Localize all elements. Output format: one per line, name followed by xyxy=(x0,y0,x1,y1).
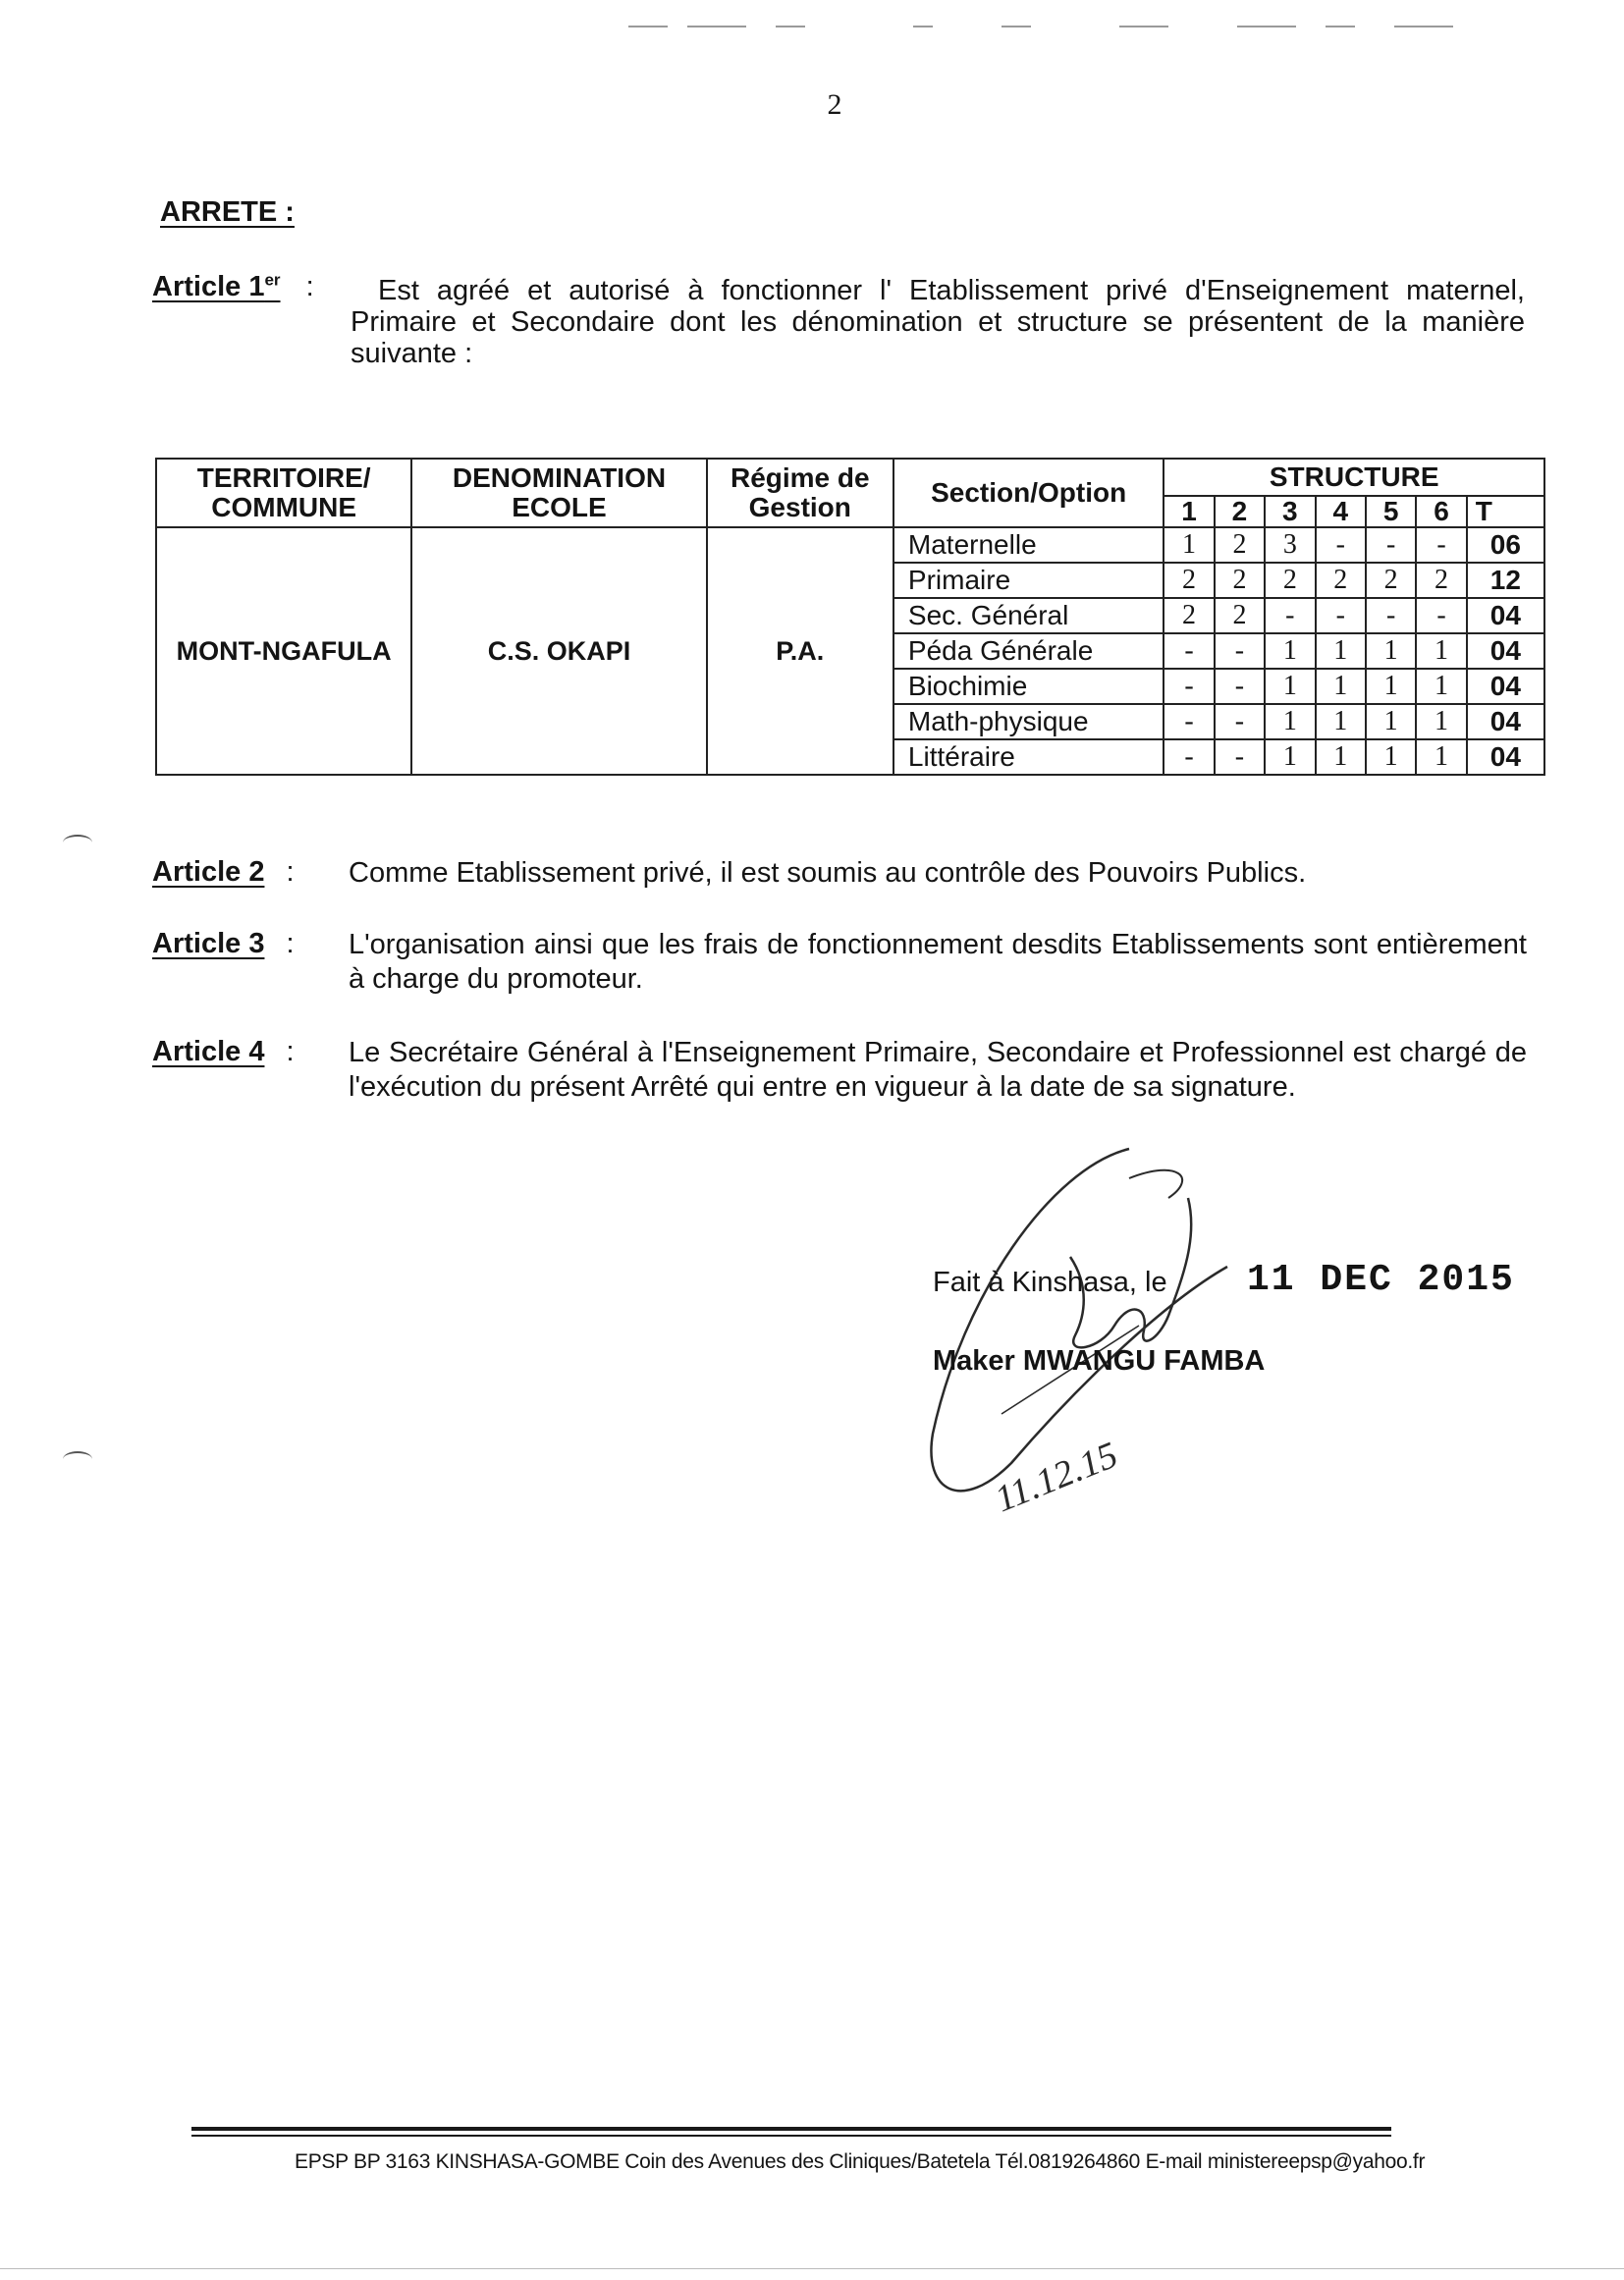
structure-cell: 1 xyxy=(1366,739,1416,775)
structure-cell: - xyxy=(1215,739,1265,775)
regime-cell: P.A. xyxy=(707,527,893,775)
structure-cell: - xyxy=(1366,527,1416,563)
article-3-text: L'organisation ainsi que les frais de fonctionnement desdits Etablissements sont entièrement à charge du promoteur. xyxy=(349,929,1527,995)
header-col-6: 6 xyxy=(1416,496,1466,527)
structure-cell: - xyxy=(1215,669,1265,704)
structure-cell: 1 xyxy=(1416,739,1466,775)
scan-artifact-line xyxy=(1237,26,1296,27)
structure-cell: 2 xyxy=(1416,563,1466,598)
signer-name: Maker MWANGU FAMBA xyxy=(933,1345,1266,1377)
section-option-cell: Math-physique xyxy=(893,704,1164,739)
article-2-label-text: Article 2 xyxy=(152,856,265,888)
structure-cell: - xyxy=(1164,739,1214,775)
structure-cell: - xyxy=(1416,527,1466,563)
structure-cell: 1 xyxy=(1265,739,1315,775)
article-2-label xyxy=(152,856,295,889)
territoire-cell: MONT-NGAFULA xyxy=(156,527,411,775)
total-cell: 04 xyxy=(1467,598,1544,633)
scan-artifact-line xyxy=(1001,26,1031,27)
structure-cell: - xyxy=(1416,598,1466,633)
structure-cell: 1 xyxy=(1366,633,1416,669)
scan-artifact-line xyxy=(1326,26,1355,27)
margin-mark xyxy=(63,835,92,850)
section-option-cell: Littéraire xyxy=(893,739,1164,775)
article-4-colon: : xyxy=(286,1036,295,1067)
header-regime: Régime de Gestion xyxy=(707,459,893,527)
structure-cell: - xyxy=(1164,669,1214,704)
structure-cell: 1 xyxy=(1366,669,1416,704)
structure-cell: 2 xyxy=(1164,563,1214,598)
denomination-cell: C.S. OKAPI xyxy=(411,527,706,775)
structure-cell: 1 xyxy=(1416,633,1466,669)
footer-rule xyxy=(191,2127,1391,2131)
article-4-label-text: Article 4 xyxy=(152,1036,265,1067)
date-stamp: 11 DEC 2015 xyxy=(1247,1259,1515,1301)
scan-artifact-line xyxy=(1394,26,1453,27)
structure-cell: 1 xyxy=(1316,669,1366,704)
header-territoire: TERRITOIRE/ COMMUNE xyxy=(156,459,411,527)
arrete-heading: ARRETE : xyxy=(160,196,295,228)
section-option-cell: Sec. Général xyxy=(893,598,1164,633)
section-option-cell: Primaire xyxy=(893,563,1164,598)
structure-cell: - xyxy=(1164,633,1214,669)
structure-cell: - xyxy=(1164,704,1214,739)
structure-cell: 1 xyxy=(1416,704,1466,739)
article-1-label-text: Article 1 xyxy=(152,270,265,302)
structure-cell: - xyxy=(1265,598,1315,633)
total-cell: 06 xyxy=(1467,527,1544,563)
total-cell: 04 xyxy=(1467,704,1544,739)
page-number: 2 xyxy=(827,88,842,121)
structure-table xyxy=(155,458,1545,776)
scan-artifact-line xyxy=(628,26,668,27)
header-col-4: 4 xyxy=(1316,496,1366,527)
structure-cell: - xyxy=(1215,633,1265,669)
scan-artifact-line xyxy=(687,26,746,27)
scan-artifact-line xyxy=(913,26,933,27)
article-3-label-text: Article 3 xyxy=(152,928,265,959)
article-1-colon: : xyxy=(305,270,314,302)
structure-cell: - xyxy=(1316,527,1366,563)
structure-cell: 1 xyxy=(1316,739,1366,775)
structure-cell: 1 xyxy=(1416,669,1466,704)
structure-cell: - xyxy=(1366,598,1416,633)
footer-address: EPSP BP 3163 KINSHASA-GOMBE Coin des Avenues des Cliniques/Batetela Tél.0819264860 E-mail ministereepsp@yahoo.fr xyxy=(295,2150,1426,2173)
section-option-cell: Péda Générale xyxy=(893,633,1164,669)
article-2-colon: : xyxy=(286,856,295,888)
structure-cell: 3 xyxy=(1265,527,1315,563)
structure-cell: 2 xyxy=(1164,598,1214,633)
total-cell: 04 xyxy=(1467,739,1544,775)
article-4-label xyxy=(152,1036,295,1068)
structure-cell: 1 xyxy=(1316,704,1366,739)
structure-cell: 2 xyxy=(1215,527,1265,563)
header-col-3: 3 xyxy=(1265,496,1315,527)
structure-cell: 2 xyxy=(1215,598,1265,633)
header-structure: STRUCTURE xyxy=(1164,459,1544,496)
header-col-total: T xyxy=(1467,496,1544,527)
margin-mark xyxy=(63,1451,92,1467)
total-cell: 04 xyxy=(1467,669,1544,704)
header-section: Section/Option xyxy=(893,459,1164,527)
section-option-cell: Biochimie xyxy=(893,669,1164,704)
handwritten-date: 11.12.15 xyxy=(989,1434,1124,1521)
structure-cell: 1 xyxy=(1265,633,1315,669)
structure-cell: 2 xyxy=(1366,563,1416,598)
structure-cell: 1 xyxy=(1265,704,1315,739)
place-date-line: Fait à Kinshasa, le xyxy=(933,1267,1167,1298)
structure-cell: 1 xyxy=(1164,527,1214,563)
article-1-label xyxy=(152,270,314,303)
structure-cell: 2 xyxy=(1265,563,1315,598)
structure-cell: 1 xyxy=(1366,704,1416,739)
scan-artifact-line xyxy=(776,26,805,27)
table-body xyxy=(156,527,1544,775)
total-cell: 04 xyxy=(1467,633,1544,669)
header-col-1: 1 xyxy=(1164,496,1214,527)
structure-cell: - xyxy=(1316,598,1366,633)
structure-cell: 1 xyxy=(1265,669,1315,704)
structure-cell: 2 xyxy=(1316,563,1366,598)
header-denomination: DENOMINATION ECOLE xyxy=(411,459,706,527)
article-2-text: Comme Etablissement privé, il est soumis au contrôle des Pouvoirs Publics. xyxy=(349,857,1307,889)
article-3-colon: : xyxy=(286,928,295,959)
structure-cell: 2 xyxy=(1215,563,1265,598)
section-option-cell: Maternelle xyxy=(893,527,1164,563)
bottom-edge-line xyxy=(0,2268,1624,2269)
footer-rule xyxy=(191,2135,1391,2137)
header-col-5: 5 xyxy=(1366,496,1416,527)
structure-cell: 1 xyxy=(1316,633,1366,669)
article-1-superscript: er xyxy=(264,270,281,289)
header-col-2: 2 xyxy=(1215,496,1265,527)
structure-cell: - xyxy=(1215,704,1265,739)
scan-artifact-line xyxy=(1119,26,1168,27)
total-cell: 12 xyxy=(1467,563,1544,598)
article-4-text: Le Secrétaire Général à l'Enseignement Primaire, Secondaire et Professionnel est chargé de l'exécution du présent Arrêté qui entre en vigueur à la date de sa signature. xyxy=(349,1037,1527,1103)
table-header-row xyxy=(156,459,1544,496)
table-row xyxy=(156,527,1544,563)
article-3-label xyxy=(152,928,295,960)
article-1-text: Est agréé et autorisé à fonctionner l' Etablissement privé d'Enseignement maternel, Primaire et Secondaire dont les dénomination et structure se présentent de la manière suivante : xyxy=(351,275,1525,369)
